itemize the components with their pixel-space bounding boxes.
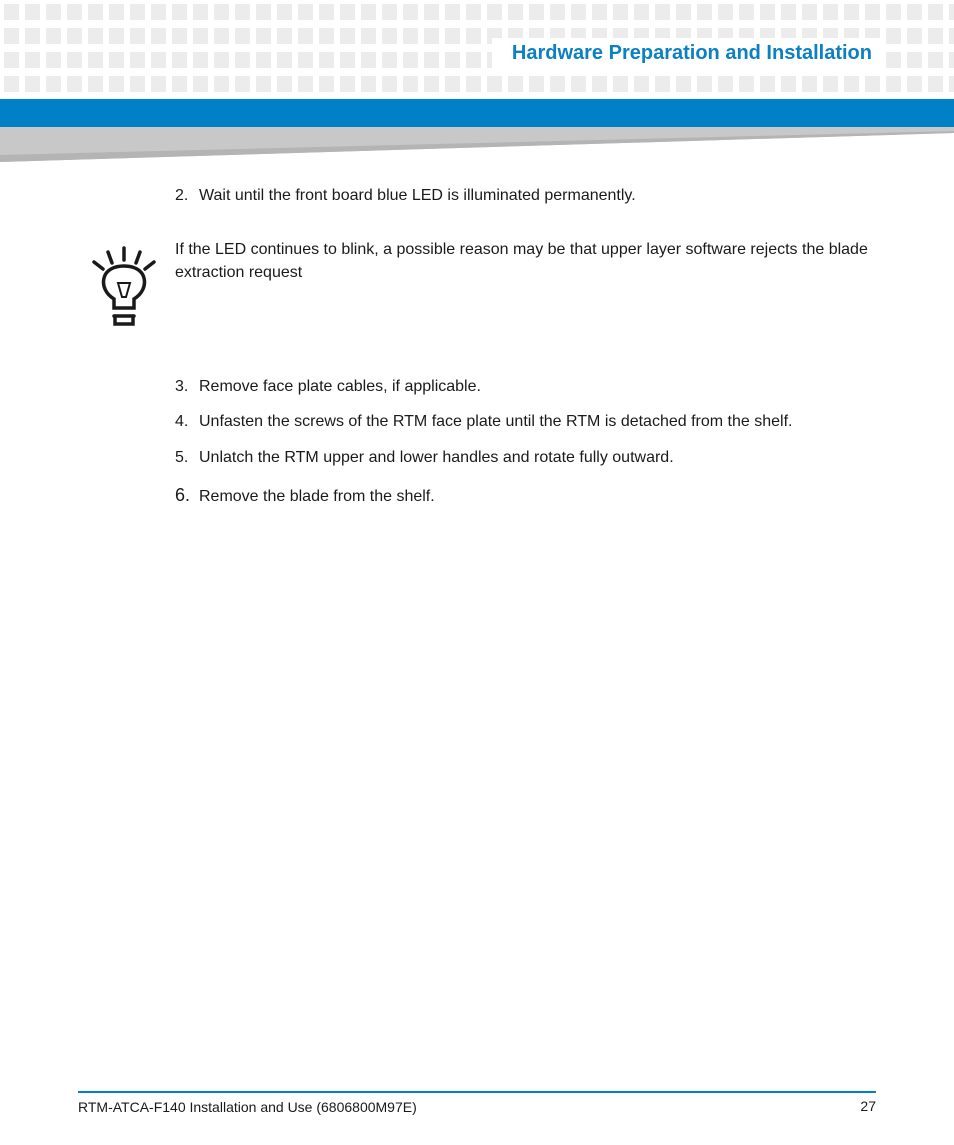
header-blue-band (0, 99, 954, 127)
step-text: Remove face plate cables, if applicable. (199, 378, 481, 395)
page-number: 27 (860, 1098, 876, 1114)
footer-rule (78, 1091, 876, 1093)
header-gray-wedge (0, 127, 954, 163)
step-number: 4. (175, 413, 189, 430)
list-item (175, 377, 481, 397)
step-text: Unfasten the screws of the RTM face plate until the RTM is detached from the shelf. (199, 413, 793, 430)
lightbulb-icon (92, 246, 156, 330)
note-text: If the LED continues to blink, a possible reason may be that upper layer software rejects the blade extraction request (175, 241, 868, 281)
step-text: Wait until the front board blue LED is illuminated permanently. (199, 187, 636, 204)
step-number: 5. (175, 449, 189, 466)
step-number: 6. (175, 485, 191, 505)
step-text: Unlatch the RTM upper and lower handles and rotate fully outward. (199, 449, 674, 466)
step-text: Remove the blade from the shelf. (199, 488, 435, 505)
step-number: 2. (175, 187, 189, 204)
footer-document-title: RTM-ATCA-F140 Installation and Use (6806800M97E) (78, 1099, 417, 1115)
list-item (175, 186, 636, 206)
list-item (175, 412, 792, 432)
step-number: 3. (175, 378, 189, 395)
list-item (175, 448, 674, 468)
section-title: Hardware Preparation and Installation (511, 42, 872, 64)
list-item (175, 485, 435, 507)
